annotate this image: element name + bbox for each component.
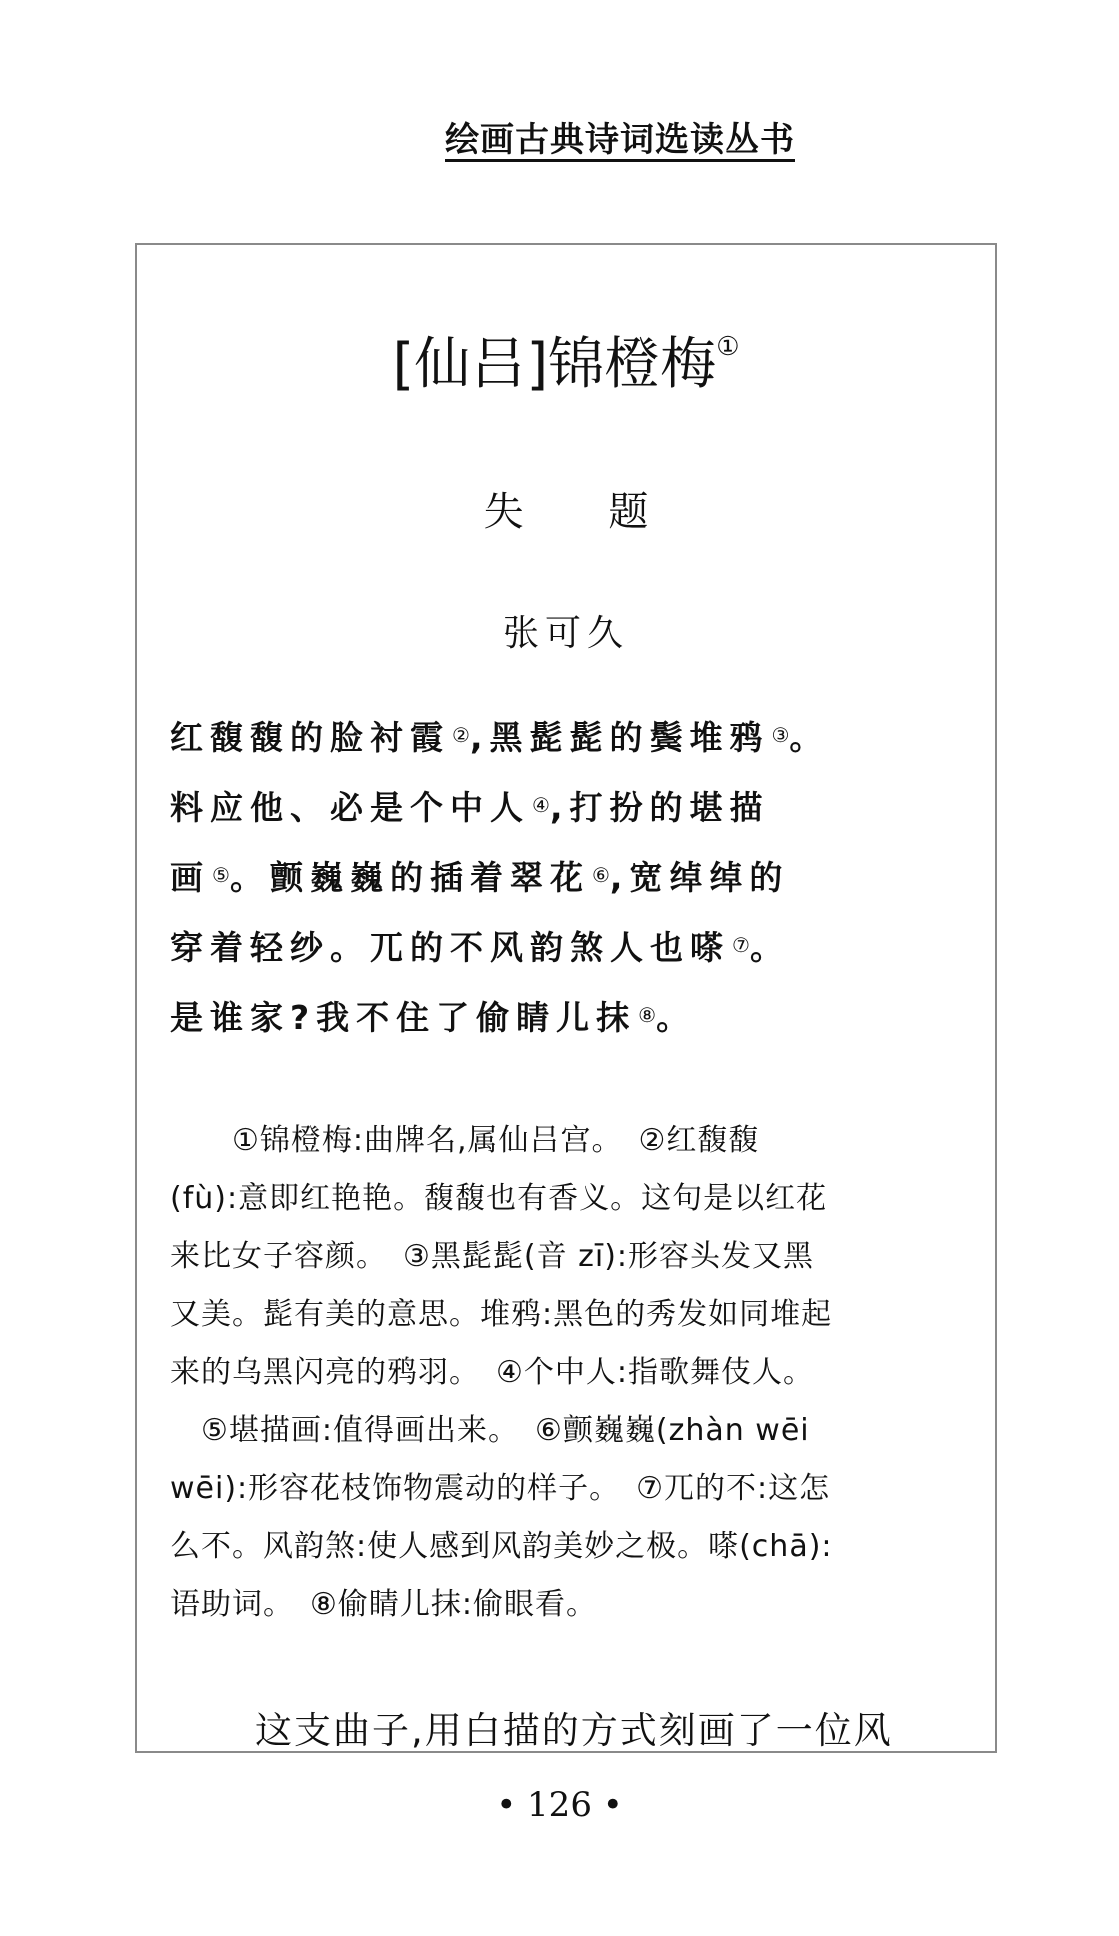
annotation-line: (fù):意即红艳艳。馥馥也有香义。这句是以红花: [170, 1181, 828, 1216]
poem-title: [135, 320, 997, 400]
note-mark: ④: [532, 793, 550, 817]
poem-line: [170, 910, 965, 980]
annotation-line: 来比女子容颜。 ③黑髭髭(音 zī):形容头发又黑: [170, 1239, 815, 1274]
annotation-line: 又美。髭有美的意思。堆鸦:黑色的秀发如同堆起: [170, 1297, 833, 1332]
poem-text: 。: [789, 717, 830, 757]
poem-text: 红馥馥的脸衬霞: [170, 717, 450, 757]
poem-text: 料应他、必是个中人: [170, 787, 530, 827]
note-mark: ②: [452, 723, 470, 747]
annotation-line: 么不。风韵煞:使人感到风韵美妙之极。嗏(chā):: [170, 1529, 833, 1564]
poem-body: [170, 700, 965, 1050]
page-number: • 126 •: [496, 1785, 623, 1825]
poem-text: ,打扮的堪描: [549, 787, 770, 827]
poem-text: 画: [170, 857, 210, 897]
poem-text: 。: [656, 997, 697, 1037]
note-mark: ⑥: [591, 863, 610, 887]
series-header: 绘画古典诗词选读丛书: [445, 120, 795, 160]
poem-author: 张可久: [502, 613, 629, 654]
poem-line: [170, 770, 965, 840]
commentary-text: 这支曲子,用白描的方式刻画了一位风: [255, 1709, 893, 1752]
poem-text: ,黑髭髭的鬓堆鸦: [469, 717, 770, 757]
annotation-line: ⑤堪描画:值得画出来。 ⑥颤巍巍(zhàn wēi: [170, 1413, 810, 1448]
note-mark: ③: [771, 723, 790, 747]
poem-text: 穿着轻纱。兀的不风韵煞人也嗏: [170, 927, 730, 967]
note-mark: ⑤: [212, 863, 230, 887]
note-mark: ⑦: [732, 933, 750, 957]
title-note-mark: ①: [716, 332, 740, 362]
annotation-line: 来的乌黑闪亮的鸦羽。 ④个中人:指歌舞伎人。: [170, 1355, 815, 1390]
annotation-line: wēi):形容花枝饰物震动的样子。 ⑦兀的不:这怎: [170, 1471, 831, 1506]
poem-line: [170, 980, 965, 1050]
poem-subtitle: 失 题: [483, 489, 685, 535]
annotations: [170, 1108, 965, 1630]
poem-text: 是谁家?我不住了偷睛儿抹: [170, 997, 637, 1037]
annotation-line: 语助词。 ⑧偷睛儿抹:偷眼看。: [170, 1587, 598, 1622]
annotation-line: ①锦橙梅:曲牌名,属仙吕宫。 ②红馥馥: [170, 1123, 760, 1158]
poem-line: [170, 840, 965, 910]
poem-text: ,宽绰绰的: [609, 857, 790, 897]
poem-text: 。: [749, 927, 790, 967]
poem-text: 。颤巍巍的插着翠花: [229, 857, 590, 897]
poem-line: [170, 700, 965, 770]
title-text: [仙吕]锦橙梅: [392, 332, 717, 397]
note-mark: ⑧: [638, 1003, 657, 1027]
